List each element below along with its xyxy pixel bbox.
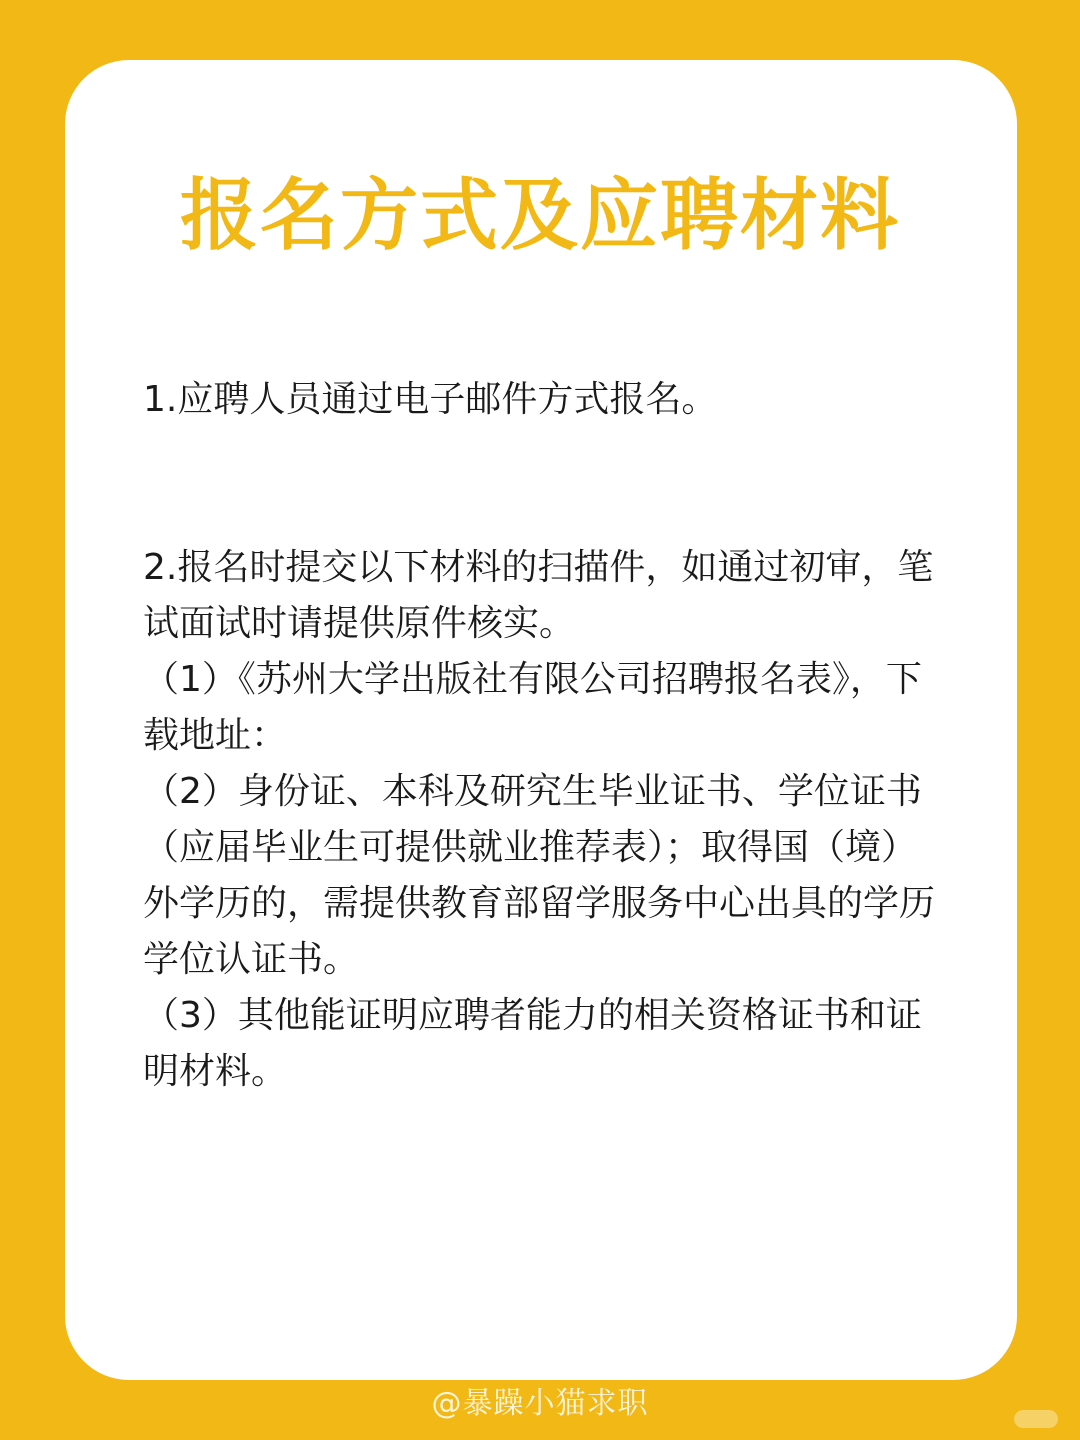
paragraph-2-2: （2）身份证、本科及研究生毕业证书、学位证书（应届毕业生可提供就业推荐表）；取得国（境）外学历的，需提供教育部留学服务中心出具的学历学位认证书。 (143, 771, 936, 980)
paragraph-2-1: （1）《苏州大学出版社有限公司招聘报名表》，下载地址： (143, 659, 922, 756)
corner-badge (1014, 1410, 1058, 1428)
content-card (65, 60, 1017, 1380)
page-title: 报名方式及应聘材料 (180, 171, 901, 261)
paragraph-2: 2.报名时提交以下材料的扫描件，如通过初审，笔试面试时请提供原件核实。 (143, 547, 934, 644)
paragraph-2-3: （3）其他能证明应聘者能力的相关资格证书和证明材料。 (143, 995, 922, 1092)
content-body (143, 372, 943, 1100)
watermark: @暴躁小猫求职 (431, 1386, 649, 1421)
paragraph-1: 1.应聘人员通过电子邮件方式报名。 (143, 379, 718, 420)
